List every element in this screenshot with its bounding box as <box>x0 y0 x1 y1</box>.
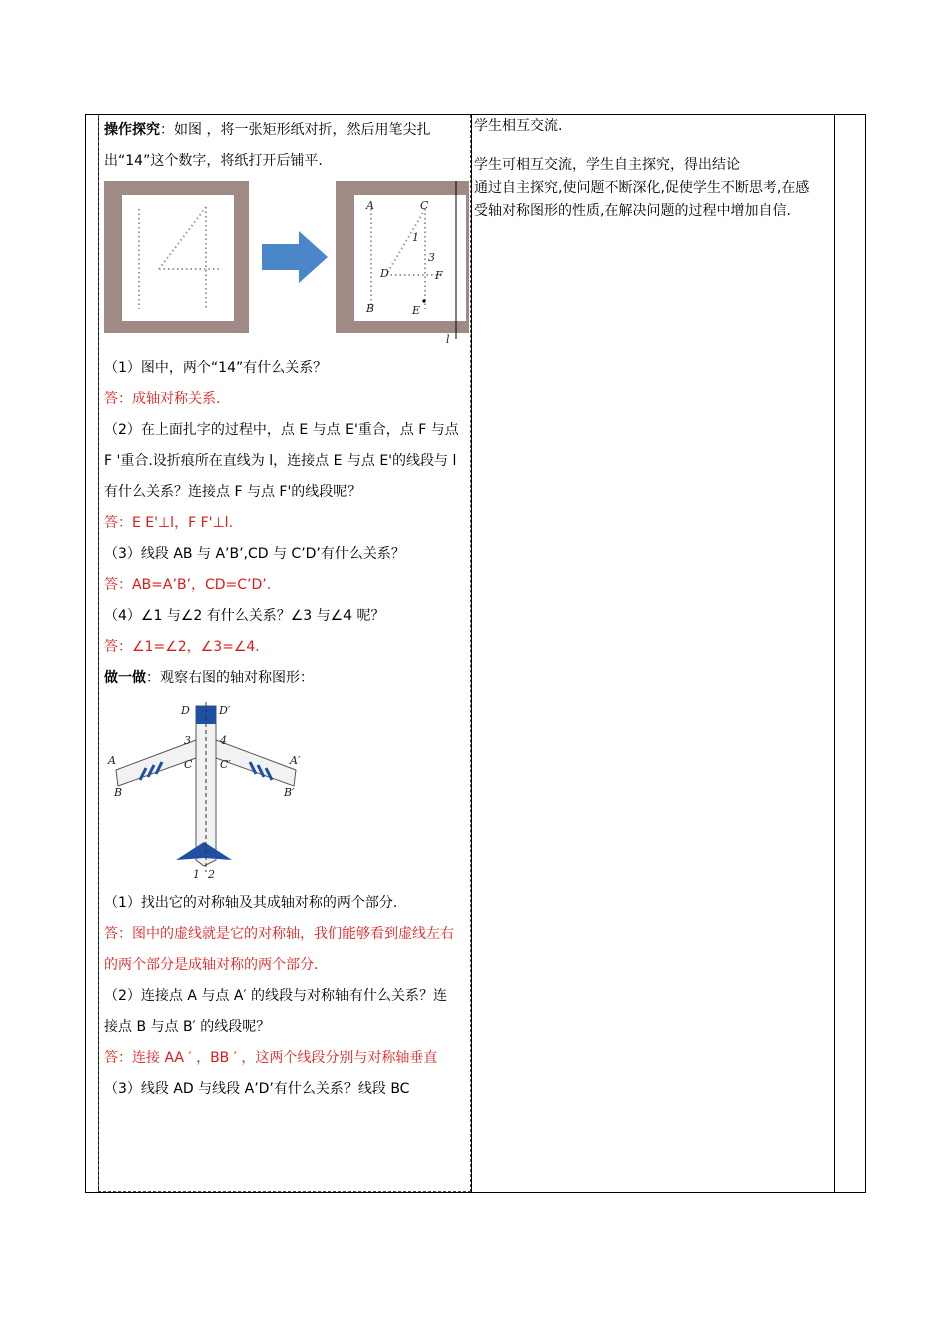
explore-paragraph <box>104 115 461 177</box>
right-line-3: 通过自主探究,使问题不断深化,促使学生不断思考,在感受轴对称图形的性质,在解决问题的过程中增加自信. <box>474 180 810 219</box>
explore-title: 操作探究 <box>104 122 160 138</box>
part-2-answer: 答：连接 AA ′ ，BB ′ ，这两个线段分别与对称轴垂直 <box>104 1050 438 1066</box>
svg-text:F: F <box>435 269 443 282</box>
svg-text:A: A <box>108 754 116 767</box>
fold-figure <box>104 179 461 349</box>
svg-text:B: B <box>366 302 375 315</box>
do-intro: ：观察右图的轴对称图形： <box>146 670 314 686</box>
question-3: （3）线段 AB 与 A’B’,CD 与 C’D’有什么关系？ <box>104 546 405 562</box>
do-paragraph <box>104 663 461 694</box>
arrow-icon <box>262 231 328 283</box>
svg-text:A: A <box>366 199 374 212</box>
part-2-question: （2）连接点 A 与点 A′ 的线段与对称轴有什么关系？连接点 B 与点 B′ 的线段呢？ <box>104 988 448 1035</box>
svg-text:3: 3 <box>184 734 191 747</box>
part-1-answer: 答：图中的虚线就是它的对称轴，我们能够看到虚线左右的两个部分是成轴对称的两个部分. <box>104 926 454 973</box>
svg-text:2: 2 <box>208 868 215 880</box>
column-divider-mid <box>471 115 472 1192</box>
svg-text:1: 1 <box>193 868 200 880</box>
question-4: （4）∠1 与∠2 有什么关系？∠3 与∠4 呢？ <box>104 608 385 624</box>
svg-text:1: 1 <box>412 231 419 244</box>
svg-text:B′: B′ <box>284 786 295 799</box>
fold-figure-svg <box>104 179 469 349</box>
right-column <box>474 115 819 223</box>
question-2: （2）在上面扎字的过程中，点 E 与点 E'重合，点 F 与点 F '重合.设折痕所在直线为 l，连接点 E 与点 E'的线段与 l 有什么关系？连接点 F 与点 F'的线段呢？ <box>104 422 459 500</box>
svg-text:D: D <box>181 704 190 717</box>
svg-text:3: 3 <box>428 251 435 264</box>
svg-text:B: B <box>114 786 123 799</box>
svg-text:C: C <box>184 758 193 771</box>
column-divider-right <box>834 115 835 1192</box>
answer-4: 答：∠1=∠2，∠3=∠4. <box>104 639 260 655</box>
right-line-2: 学生可相互交流，学生自主探究，得出结论 <box>474 157 740 173</box>
svg-text:C: C <box>420 199 429 212</box>
answer-3: 答：AB=A’B’，CD=C’D’. <box>104 577 272 593</box>
part-3-question: （3）线段 AD 与线段 A’D’有什么关系？线段 BC <box>104 1081 410 1097</box>
svg-text:E: E <box>412 304 421 317</box>
part-1-question: （1）找出它的对称轴及其成轴对称的两个部分. <box>104 895 398 911</box>
explore-intro: ：如图 ，将一张矩形纸对折，然后用笔尖扎出“14”这个数字，将纸打开后铺平. <box>104 122 431 169</box>
answer-2: 答：E E'⊥l，F F'⊥l. <box>104 515 234 531</box>
svg-text:4: 4 <box>220 734 227 747</box>
svg-text:l: l <box>446 333 450 346</box>
airplane-figure <box>104 700 461 880</box>
lesson-table <box>85 114 866 1193</box>
svg-text:C′: C′ <box>220 758 231 771</box>
question-1: （1）图中，两个“14”有什么关系？ <box>104 360 328 376</box>
svg-text:D: D <box>380 267 389 280</box>
answer-1: 答：成轴对称关系. <box>104 391 221 407</box>
svg-text:D′: D′ <box>219 704 231 717</box>
svg-text:A′: A′ <box>290 754 301 767</box>
do-title: 做一做 <box>104 670 146 686</box>
airplane-figure-svg <box>104 700 314 880</box>
right-line-1: 学生相互交流. <box>474 118 563 134</box>
left-column <box>104 115 461 1105</box>
